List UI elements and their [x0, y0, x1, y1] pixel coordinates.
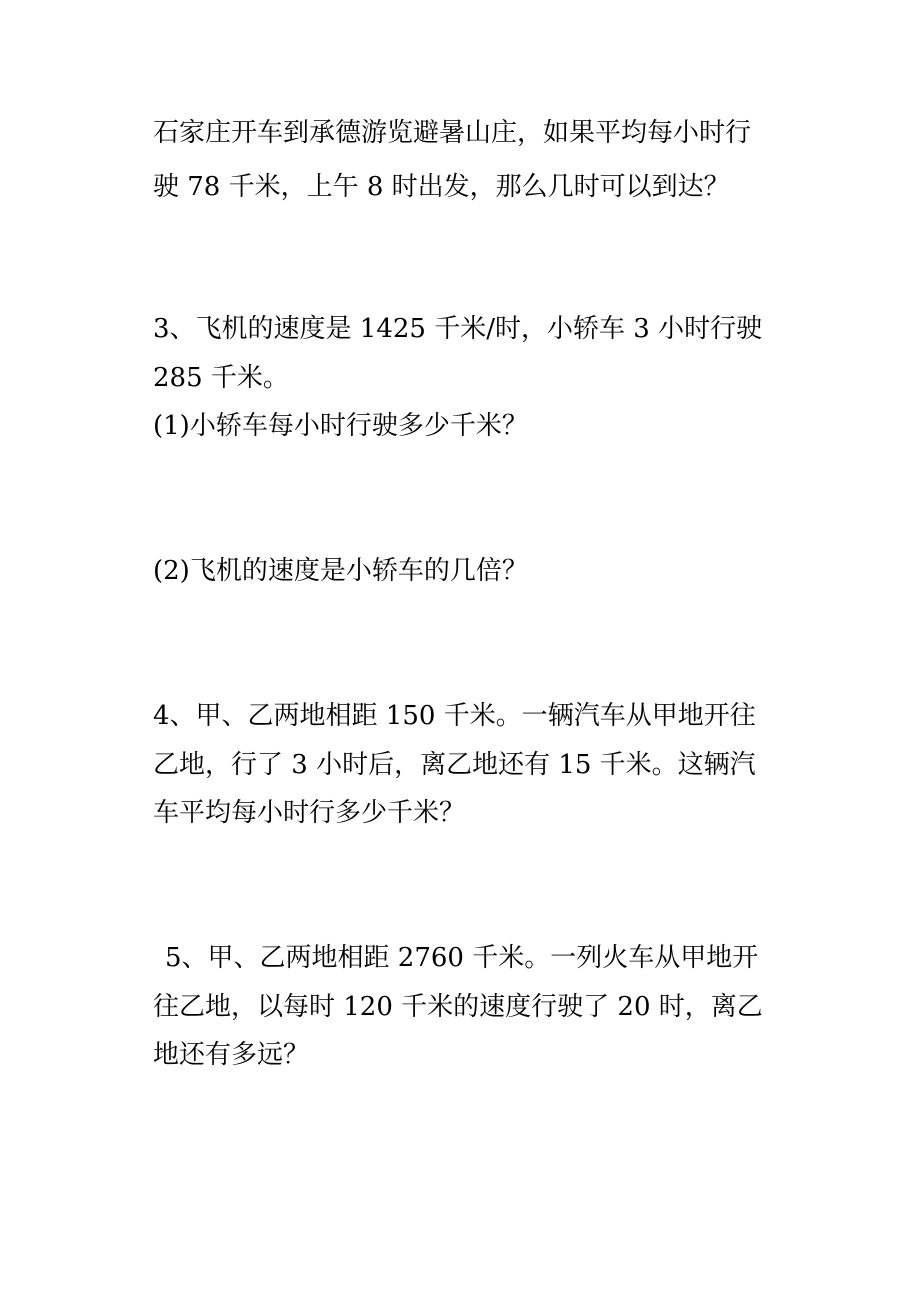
- problem-text-line: 5、甲、乙两地相距 2760 千米。一列火车从甲地开: [165, 943, 759, 973]
- sub-question-1: (1)小轿车每小时行驶多少千米？: [153, 411, 528, 441]
- problem-text-line: 石家庄开车到承德游览避暑山庄，如果平均每小时行: [153, 118, 752, 148]
- problem-text-line: 乙地，行了 3 小时后，离乙地还有 15 千米。这辆汽: [153, 750, 756, 780]
- sub-question-2: (2)飞机的速度是小轿车的几倍？: [153, 556, 528, 586]
- problem-text-line: 3、飞机的速度是 1425 千米/时，小轿车 3 小时行驶: [153, 314, 763, 344]
- problem-text-line: 285 千米。: [153, 363, 289, 393]
- problem-text-line: 4、甲、乙两地相距 150 千米。一辆汽车从甲地开往: [153, 701, 756, 731]
- problem-text-line: 驶 78 千米，上午 8 时出发，那么几时可以到达？: [153, 172, 730, 202]
- problem-text-line: 往乙地，以每时 120 千米的速度行驶了 20 时，离乙: [153, 992, 763, 1022]
- problem-text-line: 地还有多远？: [153, 1040, 310, 1070]
- problem-text-line: 车平均每小时行多少千米？: [153, 798, 466, 828]
